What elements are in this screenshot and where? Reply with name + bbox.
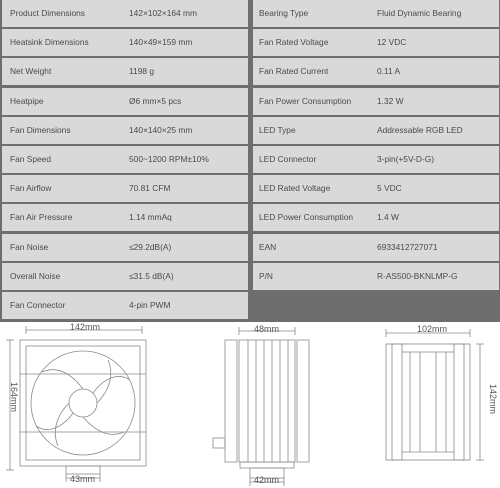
front-base-label: 43mm [70, 474, 96, 484]
spec-row [253, 58, 499, 85]
spec-value: 140×49×159 mm [129, 37, 193, 48]
spec-key: Fan Rated Voltage [259, 37, 329, 48]
spec-row [253, 0, 499, 27]
spec-value: 3-pin(+5V-D-G) [377, 153, 435, 164]
spec-value: Addressable RGB LED [377, 124, 463, 135]
spec-value: 12 VDC [377, 37, 407, 48]
spec-key: LED Rated Voltage [259, 183, 331, 194]
front-view-drawing [6, 326, 146, 482]
spec-value: 500~1200 RPM±10% [129, 153, 209, 164]
spec-row [2, 234, 248, 261]
spec-value: 0.11 A [377, 66, 401, 77]
spec-key: Fan Dimensions [10, 124, 71, 135]
spec-value: ≤29.2dB(A) [129, 241, 172, 252]
spec-key: Heatpipe [10, 95, 44, 106]
spec-value: ≤31.5 dB(A) [129, 270, 174, 281]
spec-key: LED Power Consumption [259, 212, 354, 223]
spec-key: Fan Air Pressure [10, 212, 73, 223]
spec-row [253, 234, 499, 261]
side-base-label: 42mm [254, 475, 280, 485]
spec-value: Fluid Dynamic Bearing [377, 8, 462, 18]
spec-column-left [2, 0, 248, 321]
spec-value: 1.4 W [377, 212, 399, 223]
spec-row [2, 58, 248, 85]
spec-row [2, 117, 248, 144]
spec-row [253, 117, 499, 144]
spec-value: 70.81 CFM [129, 183, 171, 194]
spec-value: 1.14 mmAq [129, 212, 172, 223]
spec-key: Fan Noise [10, 241, 49, 252]
spec-value: 4-pin PWM [129, 299, 171, 310]
spec-row [253, 29, 499, 56]
spec-row [2, 0, 248, 27]
back-width-label: 102mm [417, 324, 448, 334]
front-height-label: 164mm [9, 382, 19, 413]
spec-key: Fan Rated Current [259, 66, 329, 77]
spec-value: 142×102×164 mm [129, 8, 197, 18]
spec-row [253, 88, 499, 115]
spec-value: R-AS500-BKNLMP-G [377, 270, 458, 281]
side-top-label: 48mm [254, 324, 280, 334]
back-view-drawing [386, 329, 484, 460]
dimension-drawings [0, 322, 500, 488]
spec-key: Net Weight [10, 66, 52, 77]
back-height-label: 142mm [488, 384, 498, 415]
spec-key: Bearing Type [259, 8, 309, 18]
spec-key: LED Type [259, 124, 296, 135]
spec-key: Overall Noise [10, 270, 61, 281]
spec-row [253, 146, 499, 173]
spec-value: 6933412727071 [377, 241, 438, 252]
spec-value: 5 VDC [377, 183, 402, 194]
spec-value: 1.32 W [377, 95, 404, 106]
spec-value: 140×140×25 mm [129, 124, 193, 135]
spec-key: P/N [259, 270, 273, 281]
spec-key: Fan Airflow [10, 183, 52, 194]
spec-row [2, 263, 248, 290]
spec-row [2, 204, 248, 231]
side-view-drawing [213, 327, 309, 486]
spec-value: Ø6 mm×5 pcs [129, 95, 182, 106]
front-width-label: 142mm [70, 322, 101, 332]
dimension-drawings-svg [0, 322, 500, 488]
spec-value: 1198 g [129, 66, 154, 77]
spec-row [2, 88, 248, 115]
spec-row [253, 263, 499, 290]
spec-row [2, 146, 248, 173]
spec-row [2, 29, 248, 56]
spec-row [2, 292, 248, 319]
spec-key: Heatsink Dimensions [10, 37, 89, 48]
spec-key: Fan Connector [10, 299, 66, 310]
spec-row [2, 175, 248, 202]
spec-column-right [253, 0, 499, 292]
spec-key: LED Connector [259, 153, 317, 164]
spec-row [253, 204, 499, 231]
spec-key: Product Dimensions [10, 8, 85, 18]
spec-key: EAN [259, 241, 277, 252]
spec-row [253, 175, 499, 202]
spec-key: Fan Speed [10, 153, 51, 164]
spec-key: Fan Power Consumption [259, 95, 352, 106]
